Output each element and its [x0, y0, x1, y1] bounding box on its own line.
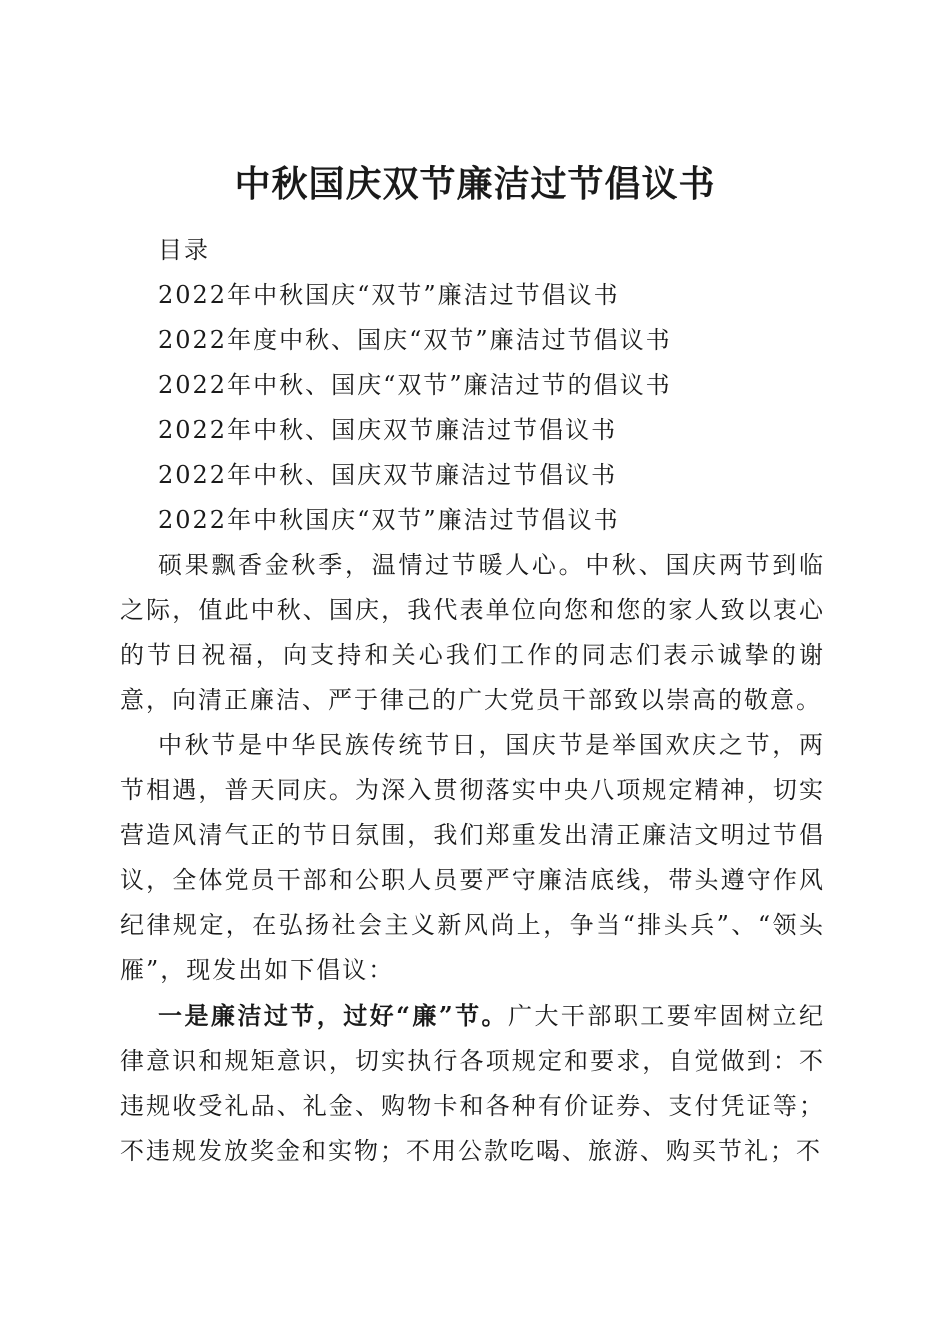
toc-item: 2022年度中秋、国庆“双节”廉洁过节倡议书 [158, 326, 672, 354]
toc-item: 2022年中秋、国庆双节廉洁过节倡议书 [158, 416, 618, 444]
toc-item: 2022年中秋、国庆“双节”廉洁过节的倡议书 [158, 371, 672, 399]
toc-item: 2022年中秋、国庆双节廉洁过节倡议书 [158, 461, 618, 489]
document-body [120, 228, 825, 1174]
point-1-text: 广大干部职工要牢固树立纪律意识和规矩意识，切实执行各项规定和要求，自觉做到：不违规收受礼品、礼金、购物卡和各种有价证券、支付凭证等；不违规发放奖金和实物；不用公款吃喝、旅游、购买节礼；不 [120, 1002, 826, 1165]
paragraph-greeting: 硕果飘香金秋季，温情过节暖人心。中秋、国庆两节到临之际，值此中秋、国庆，我代表单位向您和您的家人致以衷心的节日祝福，向支持和关心我们工作的同志们表示诚挚的谢意，向清正廉洁、严于律己的广大党员干部致以崇高的敬意。 [120, 551, 825, 714]
toc-item: 2022年中秋国庆“双节”廉洁过节倡议书 [158, 281, 620, 309]
point-1-lead: 一是廉洁过节，过好“廉”节。 [158, 1001, 508, 1030]
paragraph-intro: 中秋节是中华民族传统节日，国庆节是举国欢庆之节，两节相遇，普天同庆。为深入贯彻落实中央八项规定精神，切实营造风清气正的节日氛围，我们郑重发出清正廉洁文明过节倡议，全体党员干部和公职人员要严守廉洁底线，带头遵守作风纪律规定，在弘扬社会主义新风尚上，争当“排头兵”、“领头雁”，现发出如下倡议： [120, 731, 825, 984]
toc-item: 2022年中秋国庆“双节”廉洁过节倡议书 [158, 506, 620, 534]
document-title: 中秋国庆双节廉洁过节倡议书 [234, 163, 716, 206]
toc-heading: 目录 [158, 236, 210, 264]
paragraph-point-1 [120, 993, 825, 1174]
